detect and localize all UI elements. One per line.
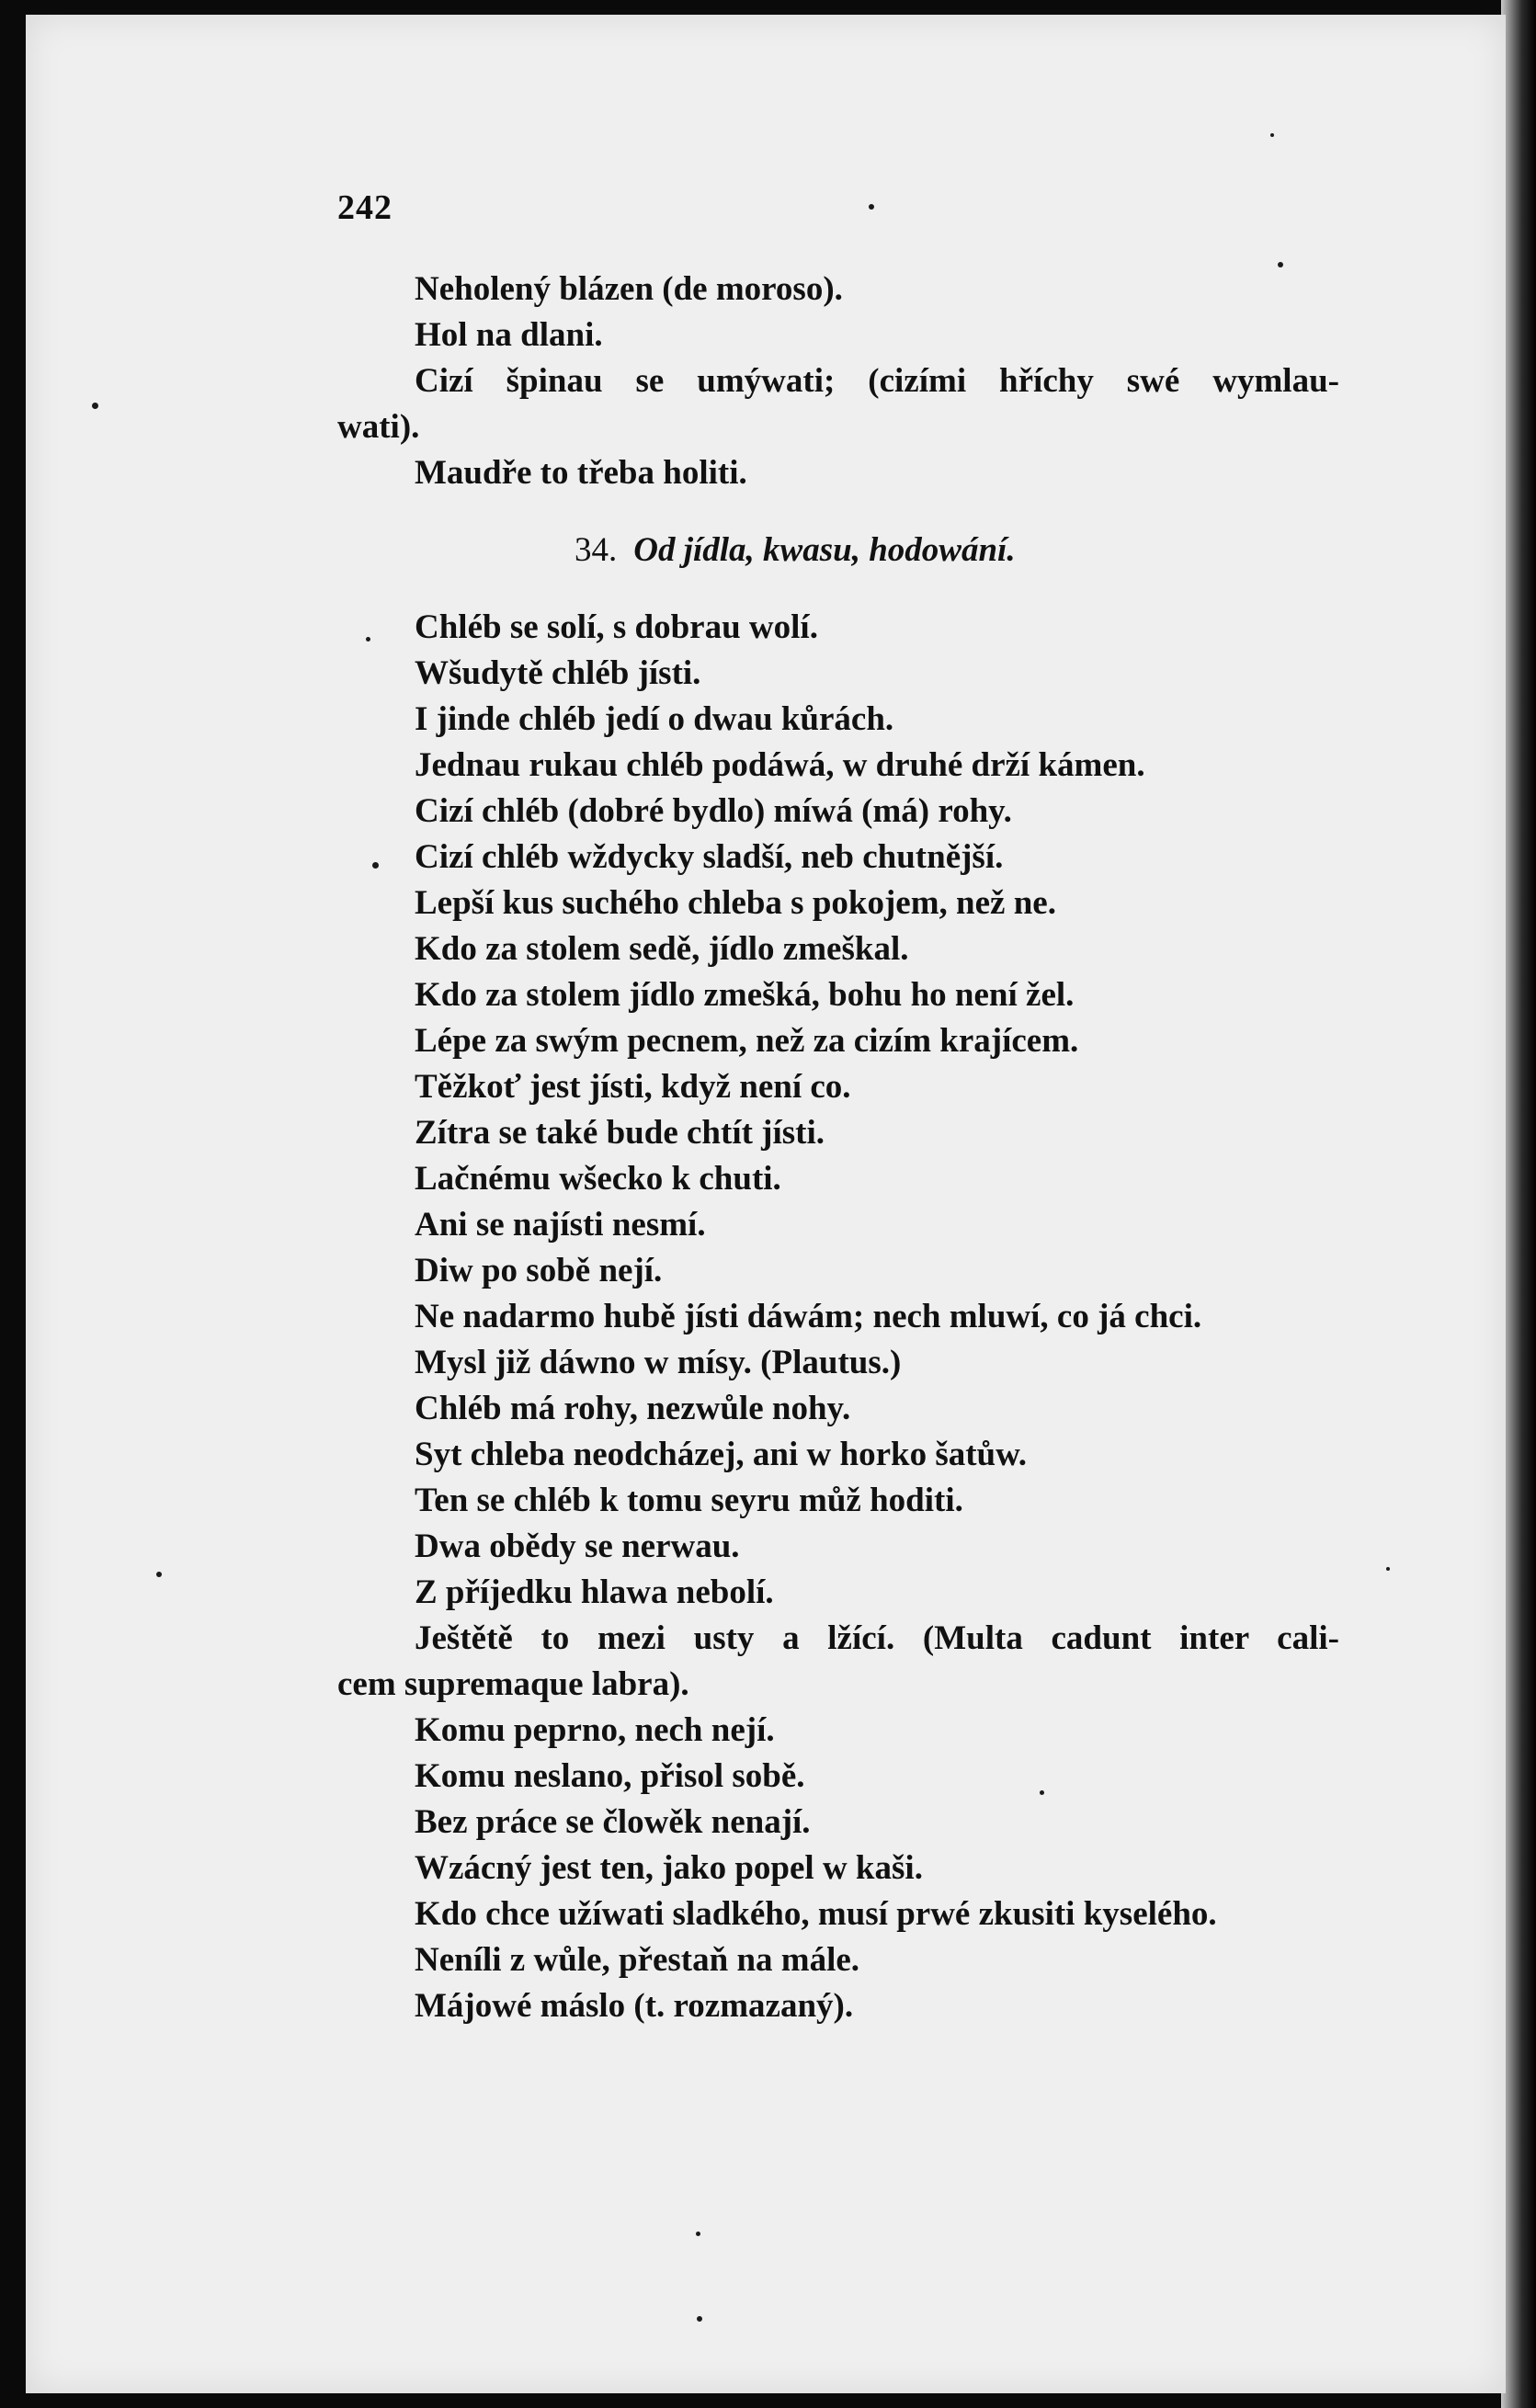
scan-speck bbox=[92, 403, 98, 409]
text-line: Lepší kus suchého chleba s pokojem, než ne. bbox=[415, 884, 1056, 922]
text-line: Syt chleba neodcházej, ani w horko šatůw. bbox=[415, 1436, 1028, 1473]
scan-speck bbox=[372, 862, 379, 869]
scan-speck bbox=[156, 1572, 162, 1577]
text-line: Wzácný jest ten, jako popel w kaši. bbox=[415, 1849, 923, 1887]
text-line: Hol na dlani. bbox=[415, 316, 603, 354]
section-title: Od jídla, kwasu, hodowání. bbox=[633, 531, 1016, 569]
text-line: Májowé máslo (t. rozmazaný). bbox=[415, 1987, 854, 2025]
text-line: Kdo za stolem sedě, jídlo zmeškal. bbox=[415, 930, 909, 968]
text-line: Z příjedku hlawa nebolí. bbox=[415, 1573, 774, 1611]
text-line: Mysl již dáwno w mísy. (Plautus.) bbox=[415, 1344, 902, 1381]
scan-speck bbox=[869, 204, 874, 210]
text-line: Ani se najísti nesmí. bbox=[415, 1206, 706, 1244]
scan-right-edge bbox=[1501, 0, 1536, 2408]
scan-speck bbox=[696, 2232, 700, 2236]
text-line: Wšudytě chléb jísti. bbox=[415, 654, 701, 692]
section-proverbs bbox=[337, 605, 1339, 2029]
text-line: Kdo chce užíwati sladkého, musí prwé zkusiti kyselého. bbox=[415, 1895, 1217, 1933]
text-line: Ten se chléb k tomu seyru můž hoditi. bbox=[415, 1482, 963, 1519]
text-line: Zítra se také bude chtít jísti. bbox=[415, 1114, 825, 1152]
text-line: Jednau rukau chléb podáwá, w druhé drží kámen. bbox=[415, 746, 1145, 784]
scan-speck bbox=[697, 2316, 702, 2322]
section-heading bbox=[337, 518, 1339, 583]
page-number: 242 bbox=[337, 188, 393, 227]
scan-speck bbox=[1040, 1790, 1044, 1795]
text-line: Maudře to třeba holiti. bbox=[415, 454, 747, 492]
text-line: Neníli z wůle, přestaň na mále. bbox=[415, 1941, 860, 1979]
text-line: Diw po sobě nejí. bbox=[415, 1252, 663, 1289]
text-line: Bez práce se člowěk nenají. bbox=[415, 1803, 811, 1841]
text-line: cem supremaque labra). bbox=[337, 1665, 689, 1703]
scan-speck bbox=[366, 637, 370, 642]
text-line: Cizí špinau se umýwati; (cizími hříchy swé wymlau- bbox=[415, 362, 1339, 400]
text-line: Cizí chléb (dobré bydlo) míwá (má) rohy. bbox=[415, 792, 1012, 830]
text-line: wati). bbox=[337, 408, 420, 446]
scan-speck bbox=[1386, 1567, 1390, 1571]
page-text bbox=[337, 267, 1339, 2029]
text-line: Dwa obědy se nerwau. bbox=[415, 1528, 740, 1565]
text-line: Lačnému wšecko k chuti. bbox=[415, 1160, 781, 1198]
section-number: 34. bbox=[575, 531, 618, 569]
text-line: Neholený blázen (de moroso). bbox=[415, 270, 843, 308]
text-line: Ne nadarmo hubě jísti dáwám; nech mluwí, co já chci. bbox=[415, 1298, 1202, 1335]
text-line: Kdo za stolem jídlo zmešká, bohu ho není žel. bbox=[415, 976, 1075, 1014]
text-line: I jinde chléb jedí o dwau kůrách. bbox=[415, 700, 894, 738]
text-line: Chléb má rohy, nezwůle nohy. bbox=[415, 1390, 851, 1427]
text-line: Těžkoť jest jísti, když není co. bbox=[415, 1068, 851, 1106]
text-line: Komu neslano, přisol sobě. bbox=[415, 1757, 805, 1795]
text-line: Cizí chléb wždycky sladší, neb chutnější. bbox=[415, 838, 1004, 876]
scan-speck bbox=[1270, 133, 1274, 137]
text-line: Ještětě to mezi usty a lžící. (Multa cadunt inter cali- bbox=[415, 1619, 1339, 1657]
text-line: Lépe za swým pecnem, než za cizím krajícem. bbox=[415, 1022, 1079, 1060]
top-proverbs bbox=[337, 267, 1339, 496]
text-line: Komu peprno, nech nejí. bbox=[415, 1711, 775, 1749]
text-line: Chléb se solí, s dobrau wolí. bbox=[415, 608, 818, 646]
scan-speck bbox=[1278, 262, 1283, 267]
